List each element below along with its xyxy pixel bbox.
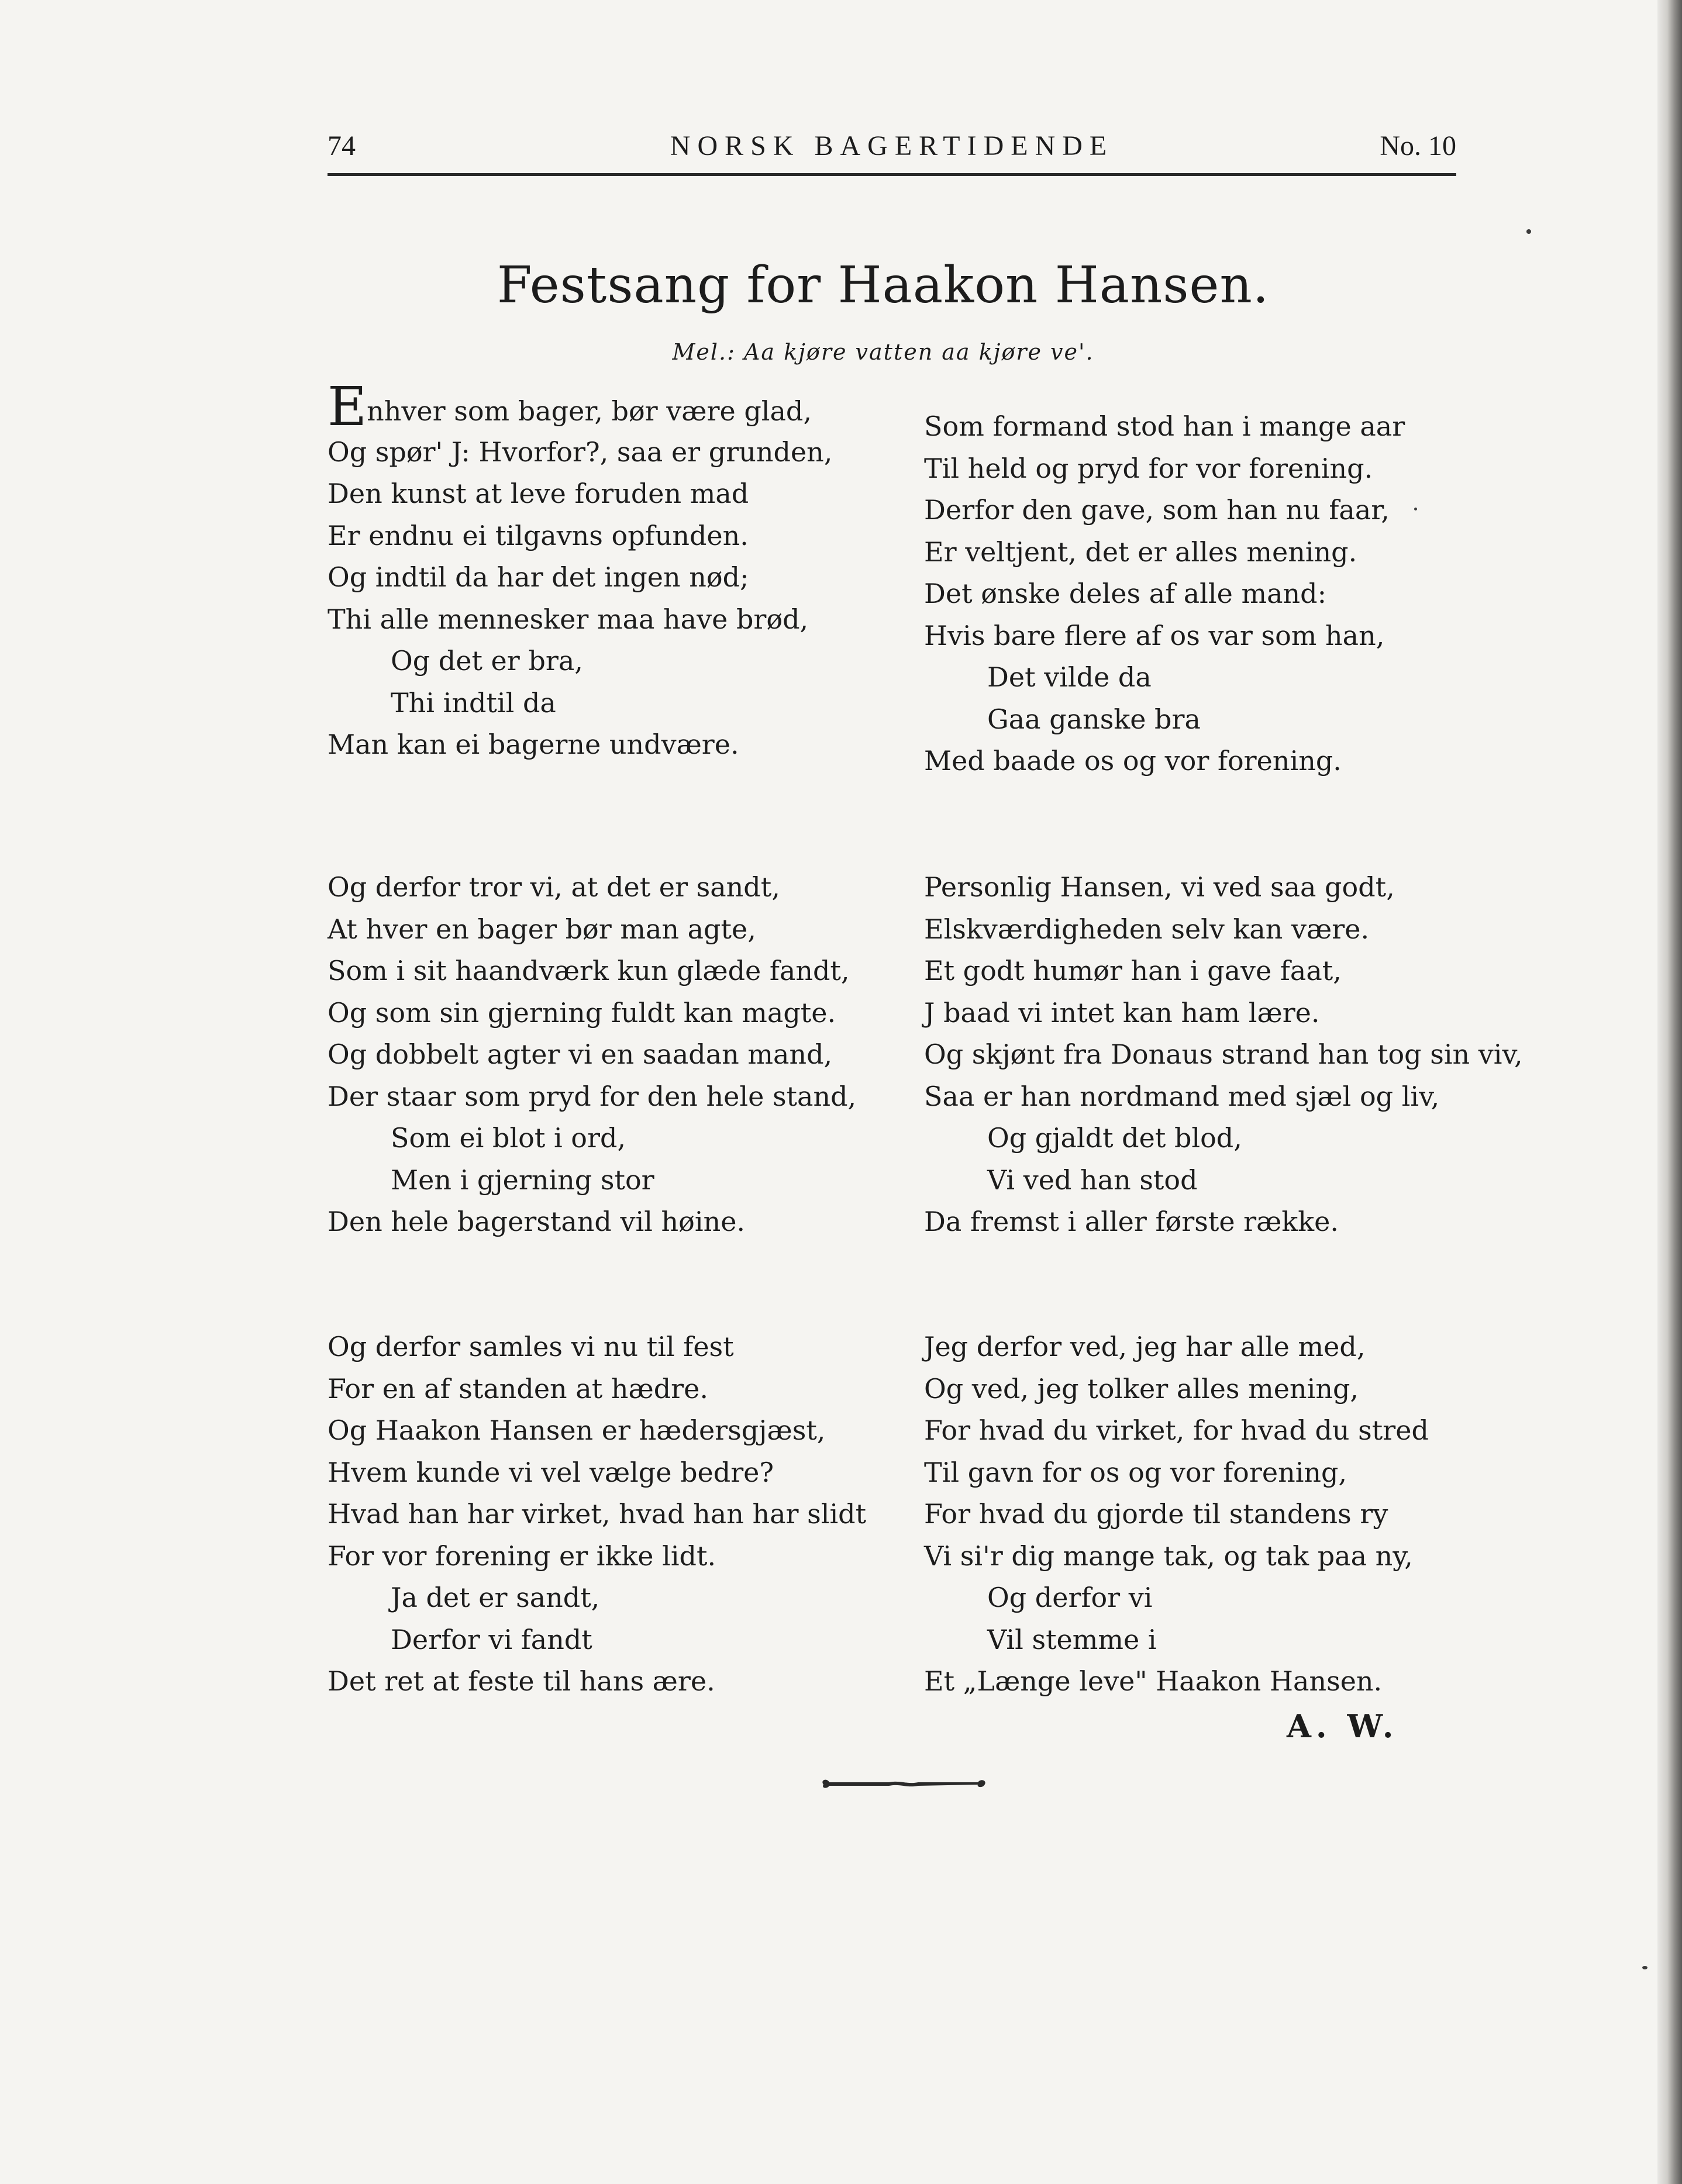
stanza-line: Og skjønt fra Donaus strand han tog sin viv, (924, 1038, 1523, 1070)
stanza-line: At hver en bager bør man agte, (328, 913, 756, 945)
drop-cap: E (328, 375, 367, 438)
stanza-line: Vi ved han stod (987, 1164, 1198, 1196)
stanza-line: Der staar som pryd for den hele stand, (328, 1080, 857, 1112)
stanza-line: Hvis bare flere af os var som han, (924, 619, 1385, 651)
ornament-divider (819, 1772, 988, 1795)
stanza-5 (328, 1326, 867, 1703)
stanza-line: Og spør' J: Hvorfor?, saa er grunden, (328, 436, 833, 468)
stanza-line: For hvad du virket, for hvad du stred (924, 1414, 1429, 1446)
stanza-line: Og det er bra, (391, 645, 583, 677)
stanza-line: Det vilde da (987, 661, 1152, 693)
stanza-2 (924, 406, 1450, 782)
stanza-line: Personlig Hansen, vi ved saa godt, (924, 871, 1395, 903)
stanza-line: Ja det er sandt, (391, 1582, 600, 1613)
stanza-line: For vor forening er ikke lidt. (328, 1540, 716, 1572)
stanza-line: Det ønske deles af alle mand: (924, 578, 1327, 609)
stanza-line: Saa er han nordmand med sjæl og liv, (924, 1080, 1440, 1112)
stanza-line: Men i gjerning stor (391, 1164, 654, 1196)
stanza-line: Og derfor tror vi, at det er sandt, (328, 871, 780, 903)
stanza-line: Thi indtil da (391, 686, 556, 719)
stanza-line: Og som sin gjerning fuldt kan magte. (328, 996, 836, 1029)
poem-title: Festsang for Haakon Hansen. (497, 256, 1270, 315)
stanza-line: For en af standen at hædre. (328, 1372, 708, 1405)
stanza-line: Som formand stod han i mange aar (924, 410, 1405, 442)
stanza-line: Gaa ganske bra (987, 703, 1201, 735)
stanza-line: Man kan ei bagerne undvære. (328, 729, 739, 760)
stanza-line: Til held og pryd for vor forening. (924, 452, 1373, 484)
stanza-line: Elskværdigheden selv kan være. (924, 913, 1370, 945)
stanza-3 (328, 867, 857, 1243)
stanza-line: Og gjaldt det blod, (987, 1122, 1242, 1154)
stanza-line: Derfor vi fandt (391, 1623, 592, 1655)
stanza-line: Hvad han har virket, hvad han har slidt (328, 1498, 867, 1530)
page-binding-edge (1657, 0, 1682, 2184)
stanza-line: Er veltjent, det er alles mening. (924, 536, 1357, 568)
stanza-line: Et godt humør han i gave faat, (924, 955, 1342, 986)
line-text: nhver som bager, bør være glad, (367, 395, 812, 427)
stanza-line: Derfor den gave, som han nu faar, (924, 494, 1390, 526)
stanza-line: Thi alle mennesker maa have brød, (328, 603, 809, 635)
stanza-line: Med baade os og vor forening. (924, 745, 1342, 777)
issue-number: No. 10 (1380, 130, 1456, 161)
stanza-line: Hvem kunde vi vel vælge bedre? (328, 1456, 774, 1488)
stanza-line: Det ret at feste til hans ære. (328, 1665, 715, 1697)
stanza-4 (924, 867, 1523, 1243)
stanza-line: Er endnu ei tilgavns opfunden. (328, 519, 749, 551)
scan-speck (1642, 1966, 1647, 1969)
stanza-line: Vi si'r dig mange tak, og tak paa ny, (924, 1540, 1413, 1572)
stanza-line: Den hele bagerstand vil høine. (328, 1206, 746, 1237)
stanza-line: Jeg derfor ved, jeg har alle med, (924, 1331, 1366, 1362)
stanza-line (328, 375, 854, 438)
stanza-line: Vil stemme i (987, 1623, 1157, 1655)
stanza-line: Et „Længe leve" Haakon Hansen. (924, 1665, 1383, 1697)
stanza-line: Og Haakon Hansen er hædersgjæst, (328, 1414, 826, 1446)
stanza-line: Som ei blot i ord, (391, 1122, 626, 1154)
stanza-6 (924, 1326, 1450, 1703)
stanza-line: Til gavn for os og vor forening, (924, 1456, 1347, 1488)
stanza-1 (328, 375, 854, 766)
stanza-line: Og indtil da har det ingen nød; (328, 561, 749, 593)
scan-speck (1414, 508, 1417, 510)
stanza-line: Og derfor samles vi nu til fest (328, 1331, 734, 1362)
author-signature: A. W. (1287, 1707, 1398, 1745)
stanza-line: Og ved, jeg tolker alles mening, (924, 1372, 1359, 1405)
stanza-line: J baad vi intet kan ham lære. (924, 996, 1320, 1029)
stanza-line: Da fremst i aller første række. (924, 1206, 1339, 1237)
stanza-line: Den kunst at leve foruden mad (328, 478, 749, 509)
journal-title: NORSK BAGERTIDENDE (670, 130, 1114, 161)
stanza-line: Og derfor vi (987, 1582, 1153, 1613)
scan-speck (1526, 229, 1531, 234)
page-number: 74 (328, 130, 356, 161)
running-header (328, 130, 1456, 171)
stanza-line: Som i sit haandværk kun glæde fandt, (328, 955, 850, 986)
stanza-line: For hvad du gjorde til standens ry (924, 1498, 1388, 1530)
header-rule (328, 173, 1456, 176)
stanza-line: Og dobbelt agter vi en saadan mand, (328, 1038, 833, 1070)
melody-note: Mel.: Aa kjøre vatten aa kjøre ve'. (672, 339, 1094, 365)
